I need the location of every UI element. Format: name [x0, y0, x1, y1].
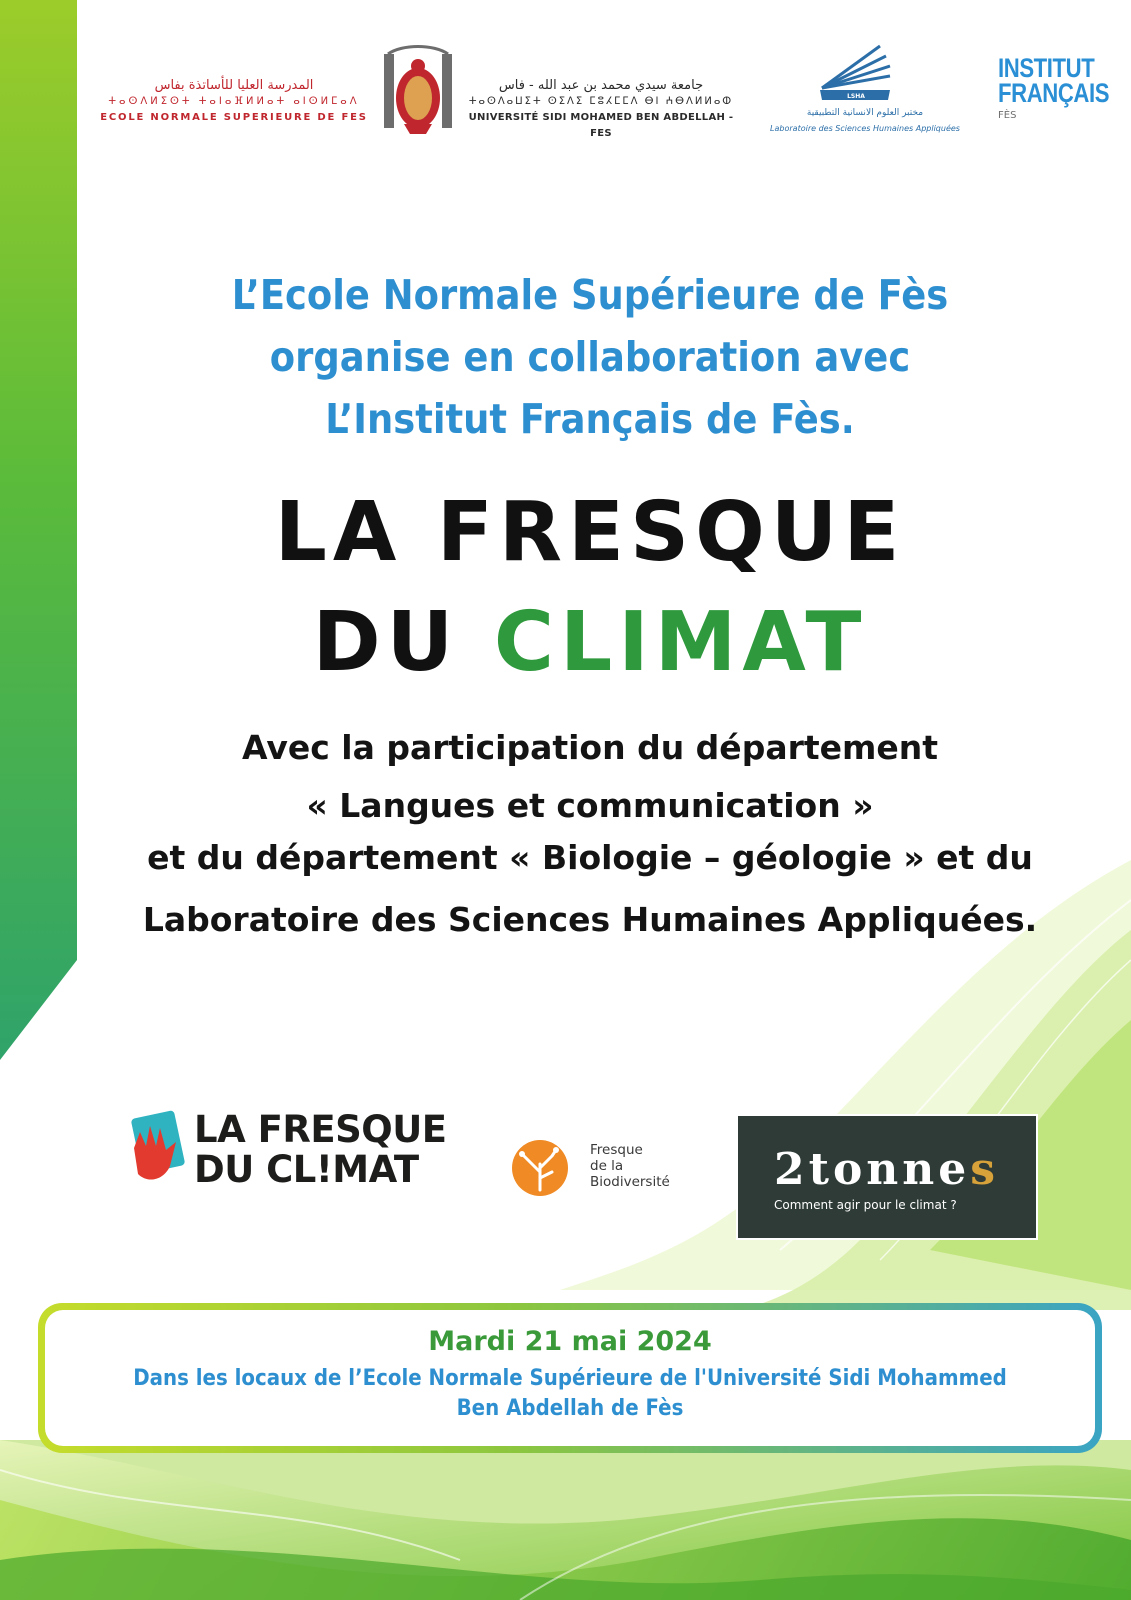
if-logo-line1: INSTITUT — [998, 53, 1095, 83]
hand-cards-icon — [126, 1110, 194, 1194]
event-info-inner — [45, 1310, 1095, 1446]
lsha-arabic-name: مختبر العلوم الانسانية التطبيقية — [806, 108, 924, 118]
intro-text — [120, 264, 1060, 450]
main-title-du: DU — [312, 595, 494, 690]
participation-text — [90, 722, 1090, 946]
fdb-line-2: de la — [590, 1158, 624, 1174]
fresque-biodiversite-wordmark — [590, 1142, 670, 1190]
2tonnes-wordmark — [774, 1144, 999, 1195]
main-title-climat: CLIMAT — [493, 595, 868, 690]
2tonnes-word-end: s — [970, 1144, 1000, 1195]
2tonnes-tagline: Comment agir pour le climat ? — [774, 1198, 957, 1212]
ens-arabic-name: المدرسة العليا للأساتذة بفاس — [154, 78, 314, 93]
2tonnes-word-main: 2tonne — [774, 1144, 971, 1195]
if-logo-city: FÈS — [998, 110, 1017, 121]
if-logo-line2: FRANÇAIS — [998, 78, 1110, 108]
university-emblem-icon — [382, 44, 454, 136]
fresque-du-climat-logo — [126, 1110, 456, 1200]
fdc-line-2: DU CL!MAT — [194, 1148, 419, 1191]
intro-line-3: L’Institut Français de Fès. — [325, 395, 855, 443]
participation-line-2: « Langues et communication » — [306, 786, 874, 825]
ens-fes-logo — [98, 78, 370, 126]
fresque-biodiversite-logo — [498, 1138, 698, 1200]
event-date: Mardi 21 mai 2024 — [428, 1326, 712, 1357]
intro-line-2: organise en collaboration avec — [269, 333, 911, 381]
main-title — [90, 478, 1090, 698]
2tonnes-logo — [736, 1114, 1038, 1240]
usmba-logo — [462, 78, 740, 142]
ens-french-name: ECOLE NORMALE SUPERIEURE DE FES — [100, 112, 368, 123]
institut-francais-logo — [998, 53, 1110, 121]
event-place-line-2: Ben Abdellah de Fès — [456, 1396, 684, 1421]
ens-tifinagh-name: ⵜⴰⵙⴷⵍⵉⵙⵜ ⵜⴰⵏⴰⴼⵍⵍⴰⵜ ⴰⵏⵙⵍⵎⴰⴷ — [108, 96, 360, 107]
fresque-du-climat-wordmark — [194, 1110, 447, 1190]
event-info-box — [38, 1303, 1102, 1453]
open-book-icon — [770, 44, 960, 106]
fdc-line-1: LA FRESQUE — [194, 1108, 447, 1151]
participation-line-1: Avec la participation du département — [241, 728, 939, 767]
lsha-french-name: Laboratoire des Sciences Humaines Appliquées — [770, 124, 960, 133]
usmba-arabic-name: جامعة سيدي محمد بن عبد الله - فاس — [498, 78, 704, 93]
usmba-french-name: UNIVERSITÉ SIDI MOHAMED BEN ABDELLAH - FES — [468, 112, 734, 139]
participation-line-3: et du département « Biologie – géologie » et du — [147, 838, 1033, 877]
intro-line-1: L’Ecole Normale Supérieure de Fès — [231, 271, 949, 319]
participation-line-4: Laboratoire des Sciences Humaines Appliquées. — [142, 900, 1038, 939]
lsha-logo — [770, 44, 960, 140]
usmba-tifinagh-name: ⵜⴰⵙⴷⴰⵡⵉⵜ ⵙⵉⴷⵉ ⵎⵓⵃⵎⵎⴷ ⴱⵏ ⵄⴱⴷⵍⵍⴰⵀ — [468, 96, 734, 107]
event-place-line-1: Dans les locaux de l’Ecole Normale Supérieure de l'Université Sidi Mohammed — [133, 1366, 1007, 1391]
fdb-line-3: Biodiversité — [590, 1174, 670, 1190]
main-title-line-1: LA FRESQUE — [274, 485, 906, 580]
fdb-line-1: Fresque — [590, 1142, 643, 1158]
tree-icon — [498, 1138, 582, 1200]
lsha-book-label: LSHA — [847, 93, 865, 100]
main-title-line-2 — [90, 588, 1090, 698]
